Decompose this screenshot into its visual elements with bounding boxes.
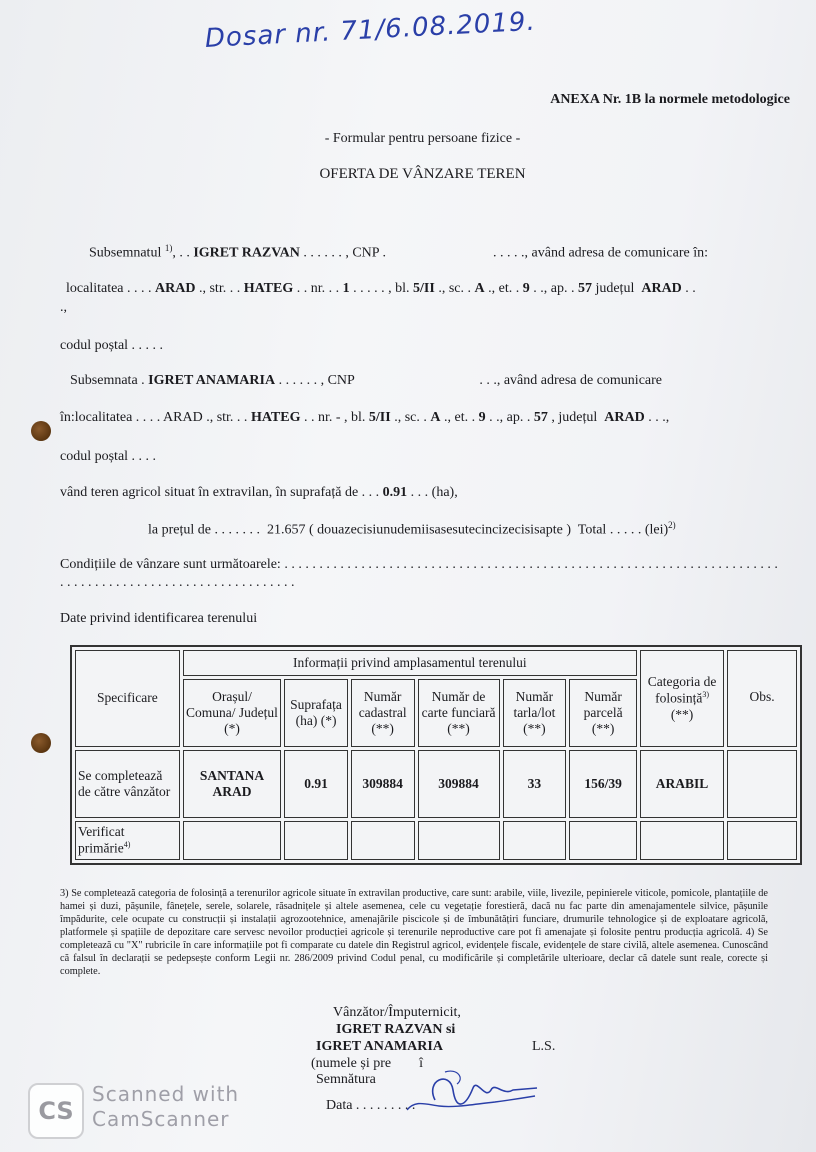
signature-label: Semnătura [316, 1072, 376, 1087]
cell-cadastral: 309884 [351, 750, 415, 818]
punch-hole-top [31, 421, 51, 441]
location-group-header: Informații privind amplasamentul terenului [183, 650, 637, 676]
oras-header: Orașul/ Comuna/ Județul (*) [183, 679, 282, 747]
land-identification-table [70, 645, 802, 865]
specificare-header: Specificare [75, 650, 180, 747]
obs-header: Obs. [727, 650, 797, 747]
suprafata-header: Suprafața (ha) (*) [284, 679, 348, 747]
signature-role: Vânzător/Împuternicit, [333, 1005, 461, 1020]
camscanner-watermark: Scanned with CamScanner [92, 1082, 240, 1131]
seller1-line2: localitatea . . . . ARAD ., str. . . HATEG . . nr. . . 1 . . . . . , bl. 5/II ., sc. . A ., et. . 9 . ., ap. . 57 județul ARAD . . [66, 281, 696, 296]
cell-carte: 309884 [418, 750, 500, 818]
sale-conditions: Condițiile de vânzare sunt următoarele: . . . . . . . . . . . . . . . . . . . . . . . . . . . . . . . . . . . . . . . . . . . . . . . . . . . . . . . . . . . . . . . . . . . . . . . [60, 557, 778, 572]
cell-oras: SANTANA ARAD [183, 750, 282, 818]
seller2-postal: codul poștal . . . . [60, 449, 157, 464]
cadastral-header: Număr cadastral (**) [351, 679, 415, 747]
handwritten-case-number: Dosar nr. 71/6.08.2019. [204, 6, 537, 54]
seller1-postal: codul poștal . . . . . [60, 338, 164, 353]
sale-price-line: la prețul de . . . . . . . 21.657 ( douazecisiunudemiisasesutecincizecisisapte ) Total . . . . . (lei)$^{2)}$ [148, 520, 676, 538]
seller1-line1: Subsemnatul $^{1)}$, . . IGRET RAZVAN . . . . . . , CNP . . . . . ., având adresa de comunicare în: [89, 243, 709, 261]
seller2-line1: Subsemnata . IGRET ANAMARIA . . . . . . , CNP . . ., având adresa de comunicare [70, 373, 663, 388]
row-label-primarie: Verificat primărie$^{4)}$ [75, 821, 180, 860]
camscanner-logo: CS [28, 1083, 84, 1139]
cell-categoria: ARABIL [640, 750, 724, 818]
signature-name2: IGRET ANAMARIA [316, 1039, 443, 1054]
document-page: Dosar nr. 71/6.08.2019. ANEXA Nr. 1B la normele metodologice - Formular pentru persoane fizice - OFERTA DE VÂNZARE TEREN Subsemnatul $^{1)}$, . . IGRET RAZVAN . . . . . . , CNP . . . . . ., având adresa de comunicare în: localitatea . . . . ARAD ., str. . . HATEG . . nr. . . 1 . . . . . , bl. 5/II ., sc. . A ., et. . 9 . ., ap. . 57 județul ARAD . . ., codul poștal . . . . . Subsemnata . IGRET ANAMARIA . . . . . . , CNP . . ., având adresa de comunicare în:localitatea . . . . ARAD ., str. . . HATEG . . nr. - , bl. 5/II ., sc. . A ., et. . 9 . ., ap. . 57 , județul ARAD . . ., codul poștal . . . . vând teren agricol situat în extravilan, în suprafață de . . . 0.91 . . . (ha), la prețul de . . . . . . . 21.657 ( douazecisiunudemiisasesutecincizecisisapte ) Total . . . . . (lei)$^{2)}$ Condițiile de vânzare sunt următoarele: . . . . . . . . . . . . . . . . . . . . . . . . . . . . . . . . . . . . . . . . . . . . . . . . . . . . . . . . . . . . . . . . . . . . . . . . . . . . . . . . . . . . . . . . . . . . . . . . . . . . . . . . . Date privind identificarea terenului Specificare Informații privind amplasamentul terenului Categoria de folosință$^{3)}$ (**) Obs. Orașul/ Comuna/ Județul (*) Suprafața (ha) (*) Număr cadastral (**) Număr de carte funciară (**) Număr tarla/lot (**) Număr parcelă (**) Se completează de către vânzător SANTANA ARAD 0.91 309884 309884 33 156/39 ARABIL Verificat primărie$^{4)}$ 3) Se completează categoria de folosință a terenurilor agricole situate în extravilan productive, care sunt: arabile, viile, livezile, pepinierele viticole, pomicole, plantațiile de hamei și duzi, pășunile, fânețele, serele, solarele, răsadnițele și altele asemenea, cele cu vegetație forestieră, dacă nu fac parte din amenajamentele silvice, pășunile împădurite, cele ocupate cu construcții și instalații agrozootehnice, amenajările piscicole și de îmbunătățiri funciare, drumurile tehnologice și de exploatare agricolă, platformele și spațiile de depozitare care servesc nevoilor producției agricole și terenurile neproductive care pot fi amenajate și folosite pentru producția agricolă. 4) Se completează cu "X" rubricile în care informațiile pot fi comparate cu datele din Registrul agricol, evidențele fiscale, evidențele de stare civilă, altele asemenea. Cunoscând că falsul în declarații se pedepsește conform Legii nr. 286/2009 privind Codul penal, cu modificările și completările ulterioare, declar că datele sunt reale, corecte și complete. Vânzător/Împuternicit, IGRET RAZVAN si IGRET ANAMARIA L.S. (numele și pre î Semnătura Data . . . . . . . . . CS Scanned with CamScanner [0, 0, 816, 1152]
document-title: OFERTA DE VÂNZARE TEREN [319, 166, 526, 182]
date-label: Data . . . . . . . . . [326, 1098, 416, 1113]
cell-suprafata: 0.91 [284, 750, 348, 818]
signature-numele: (numele și pre î [311, 1056, 423, 1071]
seal-label: L.S. [532, 1039, 556, 1054]
carte-funciara-header: Număr de carte funciară (**) [418, 679, 500, 747]
parcela-header: Număr parcelă (**) [569, 679, 637, 747]
table-row [75, 750, 797, 818]
signature-name1: IGRET RAZVAN si [336, 1022, 456, 1037]
id-section-title: Date privind identificarea terenului [60, 611, 258, 626]
cell-tarla: 33 [503, 750, 567, 818]
form-type: - Formular pentru persoane fizice - [324, 131, 521, 146]
cell-parcela: 156/39 [569, 750, 637, 818]
punch-hole-bottom [31, 733, 51, 753]
table-row [75, 821, 797, 860]
sale-area-line: vând teren agricol situat în extravilan, în suprafață de . . . 0.91 . . . (ha), [60, 485, 458, 500]
handwritten-signature [395, 1060, 545, 1120]
row-label-seller: Se completează de către vânzător [75, 750, 180, 818]
footnotes: 3) Se completează categoria de folosință a terenurilor agricole situate în extravilan productive, care sunt: arabile, viile, livezile, pepinierele viticole, pomicole, plantațiile de hamei și duzi, pășunile, fânețele, serele, solarele, răsadnițele și altele asemenea, cele cu vegetație forestieră, dacă nu fac parte din amenajamentele silvice, pășunile împădurite, cele ocupate cu construcții și instalații agrozootehnice, amenajările piscicole și de îmbunătățiri funciare, drumurile tehnologice și de exploatare agricolă, platformele și spațiile de depozitare care servesc nevoilor producției agricole și terenurile neproductive care pot fi amenajate și folosite pentru producția agricolă. 4) Se completează cu "X" rubricile în care informațiile pot fi comparate cu datele din Registrul agricol, evidențele fiscale, evidențele de stare civilă, altele asemenea. Cunoscând că falsul în declarații se pedepsește conform Legii nr. 286/2009 privind Codul penal, cu modificările și completările ulterioare, declar că datele sunt reale, corecte și complete. [60, 888, 768, 977]
seller2-line2: în:localitatea . . . . ARAD ., str. . . HATEG . . nr. - , bl. 5/II ., sc. . A ., et. . 9 . ., ap. . 57 , județul ARAD . . ., [60, 410, 670, 425]
cell-obs [727, 750, 797, 818]
annex-header: ANEXA Nr. 1B la normele metodologice [550, 92, 790, 107]
tarla-header: Număr tarla/lot (**) [503, 679, 567, 747]
categoria-header: Categoria de folosință$^{3)}$ (**) [640, 650, 724, 747]
